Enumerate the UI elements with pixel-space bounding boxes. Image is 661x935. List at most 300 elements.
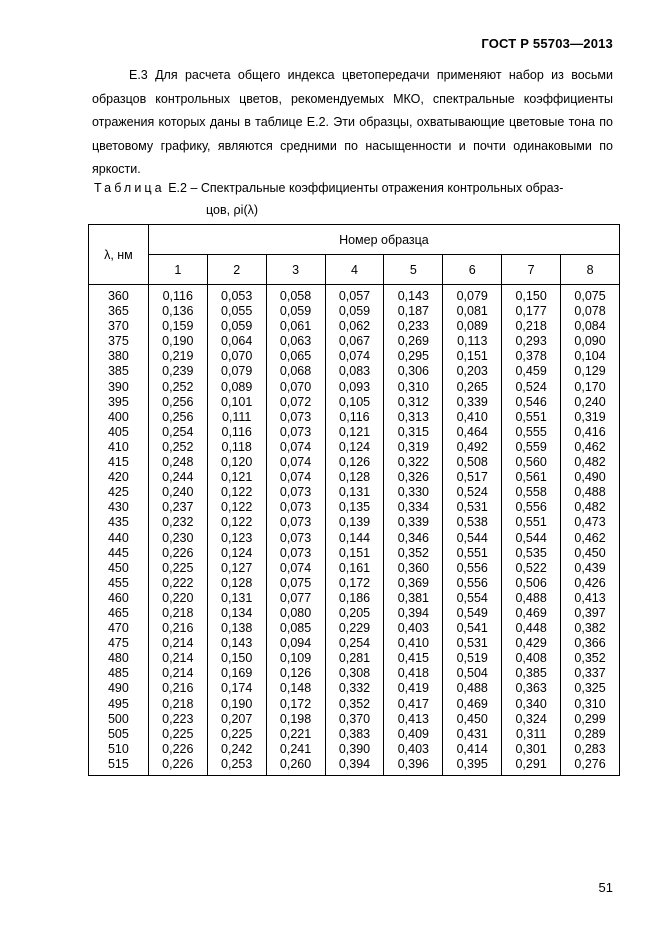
table-caption [94, 178, 613, 198]
reflectance-cell: 0,075 [266, 576, 325, 591]
reflectance-cell: 0,218 [502, 319, 561, 334]
reflectance-cell: 0,226 [148, 546, 207, 561]
reflectance-cell: 0,363 [502, 681, 561, 696]
wavelength-cell: 485 [89, 666, 149, 681]
wavelength-cell: 400 [89, 410, 149, 425]
reflectance-cell: 0,256 [148, 410, 207, 425]
wavelength-cell: 480 [89, 651, 149, 666]
wavelength-cell: 380 [89, 349, 149, 364]
reflectance-cell: 0,469 [502, 606, 561, 621]
reflectance-cell: 0,101 [207, 395, 266, 410]
wavelength-cell: 365 [89, 304, 149, 319]
table-row [89, 681, 620, 696]
reflectance-cell: 0,136 [148, 304, 207, 319]
column-header-8: 8 [561, 255, 620, 285]
reflectance-cell: 0,237 [148, 500, 207, 515]
reflectance-cell: 0,214 [148, 666, 207, 681]
reflectance-cell: 0,230 [148, 531, 207, 546]
reflectance-cell: 0,416 [561, 425, 620, 440]
reflectance-cell: 0,439 [561, 561, 620, 576]
reflectance-cell: 0,225 [148, 561, 207, 576]
wavelength-cell: 360 [89, 285, 149, 305]
reflectance-table [88, 224, 620, 776]
reflectance-cell: 0,075 [561, 285, 620, 305]
table-row [89, 531, 620, 546]
reflectance-cell: 0,549 [443, 606, 502, 621]
table-row [89, 546, 620, 561]
reflectance-cell: 0,546 [502, 395, 561, 410]
reflectance-cell: 0,074 [266, 455, 325, 470]
table-row [89, 727, 620, 742]
wavelength-cell: 395 [89, 395, 149, 410]
reflectance-cell: 0,332 [325, 681, 384, 696]
reflectance-cell: 0,396 [384, 757, 443, 776]
reflectance-cell: 0,073 [266, 485, 325, 500]
reflectance-cell: 0,311 [502, 727, 561, 742]
wavelength-cell: 510 [89, 742, 149, 757]
reflectance-cell: 0,419 [384, 681, 443, 696]
reflectance-cell: 0,073 [266, 531, 325, 546]
reflectance-cell: 0,256 [148, 395, 207, 410]
reflectance-cell: 0,426 [561, 576, 620, 591]
reflectance-cell: 0,558 [502, 485, 561, 500]
reflectance-cell: 0,538 [443, 515, 502, 530]
reflectance-cell: 0,301 [502, 742, 561, 757]
table-row [89, 470, 620, 485]
reflectance-cell: 0,242 [207, 742, 266, 757]
reflectance-cell: 0,337 [561, 666, 620, 681]
wavelength-cell: 425 [89, 485, 149, 500]
table-row [89, 636, 620, 651]
reflectance-cell: 0,225 [207, 727, 266, 742]
reflectance-cell: 0,385 [502, 666, 561, 681]
table-row [89, 697, 620, 712]
reflectance-cell: 0,121 [325, 425, 384, 440]
reflectance-cell: 0,395 [443, 757, 502, 776]
reflectance-cell: 0,330 [384, 485, 443, 500]
reflectance-cell: 0,293 [502, 334, 561, 349]
reflectance-cell: 0,190 [148, 334, 207, 349]
reflectance-cell: 0,339 [384, 515, 443, 530]
reflectance-cell: 0,135 [325, 500, 384, 515]
reflectance-cell: 0,254 [325, 636, 384, 651]
reflectance-cell: 0,551 [443, 546, 502, 561]
reflectance-cell: 0,093 [325, 380, 384, 395]
reflectance-cell: 0,085 [266, 621, 325, 636]
column-header-row [89, 255, 620, 285]
reflectance-cell: 0,413 [561, 591, 620, 606]
reflectance-cell: 0,127 [207, 561, 266, 576]
reflectance-cell: 0,081 [443, 304, 502, 319]
table-row [89, 285, 620, 305]
reflectance-cell: 0,121 [207, 470, 266, 485]
table-row [89, 606, 620, 621]
reflectance-cell: 0,222 [148, 576, 207, 591]
reflectance-cell: 0,072 [266, 395, 325, 410]
reflectance-cell: 0,429 [502, 636, 561, 651]
wavelength-cell: 385 [89, 364, 149, 379]
reflectance-cell: 0,310 [384, 380, 443, 395]
reflectance-cell: 0,123 [207, 531, 266, 546]
reflectance-cell: 0,077 [266, 591, 325, 606]
reflectance-cell: 0,159 [148, 319, 207, 334]
reflectance-cell: 0,059 [266, 304, 325, 319]
reflectance-cell: 0,346 [384, 531, 443, 546]
reflectance-cell: 0,161 [325, 561, 384, 576]
reflectance-cell: 0,252 [148, 440, 207, 455]
reflectance-cell: 0,556 [443, 576, 502, 591]
reflectance-cell: 0,070 [207, 349, 266, 364]
wavelength-cell: 430 [89, 500, 149, 515]
reflectance-cell: 0,310 [561, 697, 620, 712]
reflectance-cell: 0,352 [384, 546, 443, 561]
reflectance-cell: 0,059 [325, 304, 384, 319]
reflectance-cell: 0,240 [561, 395, 620, 410]
column-header-6: 6 [443, 255, 502, 285]
reflectance-cell: 0,073 [266, 425, 325, 440]
wavelength-cell: 370 [89, 319, 149, 334]
reflectance-cell: 0,229 [325, 621, 384, 636]
reflectance-cell: 0,169 [207, 666, 266, 681]
reflectance-cell: 0,207 [207, 712, 266, 727]
wavelength-cell: 415 [89, 455, 149, 470]
table-row [89, 349, 620, 364]
reflectance-cell: 0,198 [266, 712, 325, 727]
reflectance-cell: 0,340 [502, 697, 561, 712]
wavelength-cell: 435 [89, 515, 149, 530]
reflectance-cell: 0,417 [384, 697, 443, 712]
reflectance-cell: 0,522 [502, 561, 561, 576]
reflectance-cell: 0,232 [148, 515, 207, 530]
table-row [89, 440, 620, 455]
wavelength-cell: 505 [89, 727, 149, 742]
reflectance-cell: 0,151 [325, 546, 384, 561]
reflectance-cell: 0,488 [502, 591, 561, 606]
reflectance-cell: 0,415 [384, 651, 443, 666]
reflectance-cell: 0,370 [325, 712, 384, 727]
reflectance-cell: 0,187 [384, 304, 443, 319]
reflectance-cell: 0,214 [148, 651, 207, 666]
reflectance-cell: 0,177 [502, 304, 561, 319]
reflectance-cell: 0,334 [384, 500, 443, 515]
table-row [89, 576, 620, 591]
reflectance-cell: 0,055 [207, 304, 266, 319]
reflectance-cell: 0,450 [561, 546, 620, 561]
reflectance-cell: 0,319 [384, 440, 443, 455]
wavelength-cell: 475 [89, 636, 149, 651]
wavelength-cell: 470 [89, 621, 149, 636]
wavelength-cell: 445 [89, 546, 149, 561]
table-row [89, 500, 620, 515]
reflectance-cell: 0,225 [148, 727, 207, 742]
reflectance-cell: 0,124 [207, 546, 266, 561]
table-row [89, 757, 620, 776]
table-row [89, 304, 620, 319]
table-row [89, 364, 620, 379]
reflectance-cell: 0,104 [561, 349, 620, 364]
wavelength-cell: 490 [89, 681, 149, 696]
reflectance-cell: 0,070 [266, 380, 325, 395]
reflectance-cell: 0,281 [325, 651, 384, 666]
reflectance-cell: 0,116 [325, 410, 384, 425]
table-row [89, 334, 620, 349]
reflectance-cell: 0,469 [443, 697, 502, 712]
reflectance-cell: 0,221 [266, 727, 325, 742]
wavelength-cell: 450 [89, 561, 149, 576]
reflectance-cell: 0,143 [384, 285, 443, 305]
reflectance-cell: 0,126 [325, 455, 384, 470]
reflectance-cell: 0,062 [325, 319, 384, 334]
reflectance-cell: 0,214 [148, 636, 207, 651]
wavelength-cell: 515 [89, 757, 149, 776]
reflectance-cell: 0,190 [207, 697, 266, 712]
reflectance-cell: 0,403 [384, 742, 443, 757]
reflectance-cell: 0,150 [207, 651, 266, 666]
reflectance-cell: 0,394 [384, 606, 443, 621]
reflectance-cell: 0,492 [443, 440, 502, 455]
table-row [89, 515, 620, 530]
wavelength-cell: 405 [89, 425, 149, 440]
reflectance-cell: 0,506 [502, 576, 561, 591]
reflectance-cell: 0,248 [148, 455, 207, 470]
reflectance-cell: 0,462 [561, 440, 620, 455]
reflectance-cell: 0,556 [502, 500, 561, 515]
reflectance-cell: 0,464 [443, 425, 502, 440]
table-body [89, 285, 620, 776]
table-row [89, 742, 620, 757]
reflectance-cell: 0,403 [384, 621, 443, 636]
reflectance-cell: 0,252 [148, 380, 207, 395]
reflectance-cell: 0,431 [443, 727, 502, 742]
reflectance-cell: 0,551 [502, 410, 561, 425]
reflectance-cell: 0,397 [561, 606, 620, 621]
reflectance-cell: 0,067 [325, 334, 384, 349]
reflectance-cell: 0,186 [325, 591, 384, 606]
reflectance-cell: 0,073 [266, 515, 325, 530]
reflectance-cell: 0,080 [266, 606, 325, 621]
reflectance-cell: 0,218 [148, 606, 207, 621]
reflectance-cell: 0,216 [148, 681, 207, 696]
table-row [89, 712, 620, 727]
reflectance-cell: 0,094 [266, 636, 325, 651]
reflectance-cell: 0,325 [561, 681, 620, 696]
table-row [89, 485, 620, 500]
reflectance-cell: 0,226 [148, 742, 207, 757]
wavelength-cell: 375 [89, 334, 149, 349]
reflectance-cell: 0,203 [443, 364, 502, 379]
reflectance-cell: 0,223 [148, 712, 207, 727]
reflectance-cell: 0,535 [502, 546, 561, 561]
reflectance-cell: 0,366 [561, 636, 620, 651]
reflectance-cell: 0,556 [443, 561, 502, 576]
reflectance-cell: 0,289 [561, 727, 620, 742]
reflectance-cell: 0,120 [207, 455, 266, 470]
reflectance-cell: 0,409 [384, 727, 443, 742]
reflectance-cell: 0,150 [502, 285, 561, 305]
reflectance-cell: 0,084 [561, 319, 620, 334]
reflectance-cell: 0,299 [561, 712, 620, 727]
table-row [89, 425, 620, 440]
column-header-1: 1 [148, 255, 207, 285]
reflectance-cell: 0,216 [148, 621, 207, 636]
reflectance-cell: 0,260 [266, 757, 325, 776]
reflectance-cell: 0,073 [266, 500, 325, 515]
reflectance-cell: 0,450 [443, 712, 502, 727]
reflectance-cell: 0,074 [266, 470, 325, 485]
reflectance-cell: 0,226 [148, 757, 207, 776]
reflectance-cell: 0,254 [148, 425, 207, 440]
reflectance-cell: 0,394 [325, 757, 384, 776]
reflectance-cell: 0,128 [325, 470, 384, 485]
reflectance-cell: 0,488 [561, 485, 620, 500]
table-row [89, 666, 620, 681]
column-header-2: 2 [207, 255, 266, 285]
reflectance-cell: 0,517 [443, 470, 502, 485]
reflectance-cell: 0,233 [384, 319, 443, 334]
reflectance-cell: 0,313 [384, 410, 443, 425]
column-header-4: 4 [325, 255, 384, 285]
reflectance-cell: 0,544 [443, 531, 502, 546]
reflectance-cell: 0,240 [148, 485, 207, 500]
reflectance-cell: 0,326 [384, 470, 443, 485]
page-number: 51 [598, 880, 613, 895]
reflectance-cell: 0,561 [502, 470, 561, 485]
reflectance-cell: 0,109 [266, 651, 325, 666]
table-row [89, 319, 620, 334]
reflectance-cell: 0,113 [443, 334, 502, 349]
table-caption-label: Таблица [94, 181, 165, 195]
reflectance-cell: 0,383 [325, 727, 384, 742]
table-row [89, 455, 620, 470]
reflectance-cell: 0,079 [443, 285, 502, 305]
reflectance-cell: 0,315 [384, 425, 443, 440]
reflectance-cell: 0,143 [207, 636, 266, 651]
reflectance-cell: 0,122 [207, 485, 266, 500]
table-row [89, 651, 620, 666]
reflectance-cell: 0,319 [561, 410, 620, 425]
reflectance-cell: 0,116 [207, 425, 266, 440]
reflectance-cell: 0,352 [325, 697, 384, 712]
reflectance-cell: 0,205 [325, 606, 384, 621]
reflectance-cell: 0,124 [325, 440, 384, 455]
reflectance-cell: 0,265 [443, 380, 502, 395]
reflectance-cell: 0,541 [443, 621, 502, 636]
reflectance-cell: 0,134 [207, 606, 266, 621]
reflectance-cell: 0,057 [325, 285, 384, 305]
reflectance-cell: 0,073 [266, 410, 325, 425]
reflectance-cell: 0,276 [561, 757, 620, 776]
reflectance-cell: 0,063 [266, 334, 325, 349]
reflectance-cell: 0,244 [148, 470, 207, 485]
reflectance-cell: 0,122 [207, 515, 266, 530]
body-paragraph: Е.3 Для расчета общего индекса цветопередачи применяют набор из восьми образцов контрольных цветов, рекомендуемых МКО, спектральные коэффициенты отражения которых даны в таблице Е.2. Эти образцы, охватывающие цветовые тона по цветовому графику, являются средними по насыщенности и почти одинаковыми по яркости. [92, 68, 613, 176]
reflectance-cell: 0,555 [502, 425, 561, 440]
reflectance-cell: 0,241 [266, 742, 325, 757]
reflectance-cell: 0,418 [384, 666, 443, 681]
table-caption-continuation: цов, ρi(λ) [206, 203, 259, 217]
reflectance-cell: 0,352 [561, 651, 620, 666]
reflectance-cell: 0,551 [502, 515, 561, 530]
wavelength-cell: 465 [89, 606, 149, 621]
reflectance-cell: 0,220 [148, 591, 207, 606]
reflectance-cell: 0,410 [443, 410, 502, 425]
reflectance-cell: 0,131 [325, 485, 384, 500]
reflectance-cell: 0,170 [561, 380, 620, 395]
column-header-3: 3 [266, 255, 325, 285]
reflectance-cell: 0,131 [207, 591, 266, 606]
wavelength-cell: 500 [89, 712, 149, 727]
reflectance-cell: 0,253 [207, 757, 266, 776]
reflectance-cell: 0,078 [561, 304, 620, 319]
reflectance-cell: 0,459 [502, 364, 561, 379]
reflectance-cell: 0,058 [266, 285, 325, 305]
wavelength-cell: 455 [89, 576, 149, 591]
table-row [89, 591, 620, 606]
wavelength-cell: 390 [89, 380, 149, 395]
reflectance-cell: 0,129 [561, 364, 620, 379]
table-row [89, 410, 620, 425]
reflectance-cell: 0,151 [443, 349, 502, 364]
reflectance-cell: 0,524 [502, 380, 561, 395]
column-header-5: 5 [384, 255, 443, 285]
reflectance-cell: 0,174 [207, 681, 266, 696]
reflectance-cell: 0,118 [207, 440, 266, 455]
reflectance-cell: 0,482 [561, 500, 620, 515]
reflectance-cell: 0,283 [561, 742, 620, 757]
reflectance-cell: 0,239 [148, 364, 207, 379]
reflectance-cell: 0,488 [443, 681, 502, 696]
reflectance-cell: 0,061 [266, 319, 325, 334]
reflectance-cell: 0,219 [148, 349, 207, 364]
reflectance-cell: 0,090 [561, 334, 620, 349]
reflectance-cell: 0,059 [207, 319, 266, 334]
reflectance-cell: 0,269 [384, 334, 443, 349]
reflectance-cell: 0,554 [443, 591, 502, 606]
reflectance-cell: 0,053 [207, 285, 266, 305]
reflectance-cell: 0,360 [384, 561, 443, 576]
reflectance-cell: 0,482 [561, 455, 620, 470]
reflectance-cell: 0,448 [502, 621, 561, 636]
reflectance-cell: 0,128 [207, 576, 266, 591]
reflectance-cell: 0,504 [443, 666, 502, 681]
reflectance-cell: 0,378 [502, 349, 561, 364]
reflectance-cell: 0,105 [325, 395, 384, 410]
reflectance-cell: 0,306 [384, 364, 443, 379]
reflectance-cell: 0,413 [384, 712, 443, 727]
wavelength-cell: 460 [89, 591, 149, 606]
reflectance-cell: 0,065 [266, 349, 325, 364]
reflectance-cell: 0,473 [561, 515, 620, 530]
reflectance-cell: 0,144 [325, 531, 384, 546]
wavelength-cell: 420 [89, 470, 149, 485]
wavelength-cell: 495 [89, 697, 149, 712]
reflectance-cell: 0,291 [502, 757, 561, 776]
wavelength-cell: 410 [89, 440, 149, 455]
reflectance-cell: 0,068 [266, 364, 325, 379]
wavelength-header: λ, нм [89, 225, 149, 285]
reflectance-cell: 0,324 [502, 712, 561, 727]
reflectance-cell: 0,079 [207, 364, 266, 379]
reflectance-cell: 0,382 [561, 621, 620, 636]
table-row [89, 561, 620, 576]
reflectance-cell: 0,073 [266, 546, 325, 561]
reflectance-cell: 0,111 [207, 410, 266, 425]
document-code: ГОСТ Р 55703—2013 [481, 36, 613, 51]
reflectance-cell: 0,312 [384, 395, 443, 410]
reflectance-cell: 0,544 [502, 531, 561, 546]
reflectance-cell: 0,369 [384, 576, 443, 591]
reflectance-cell: 0,083 [325, 364, 384, 379]
